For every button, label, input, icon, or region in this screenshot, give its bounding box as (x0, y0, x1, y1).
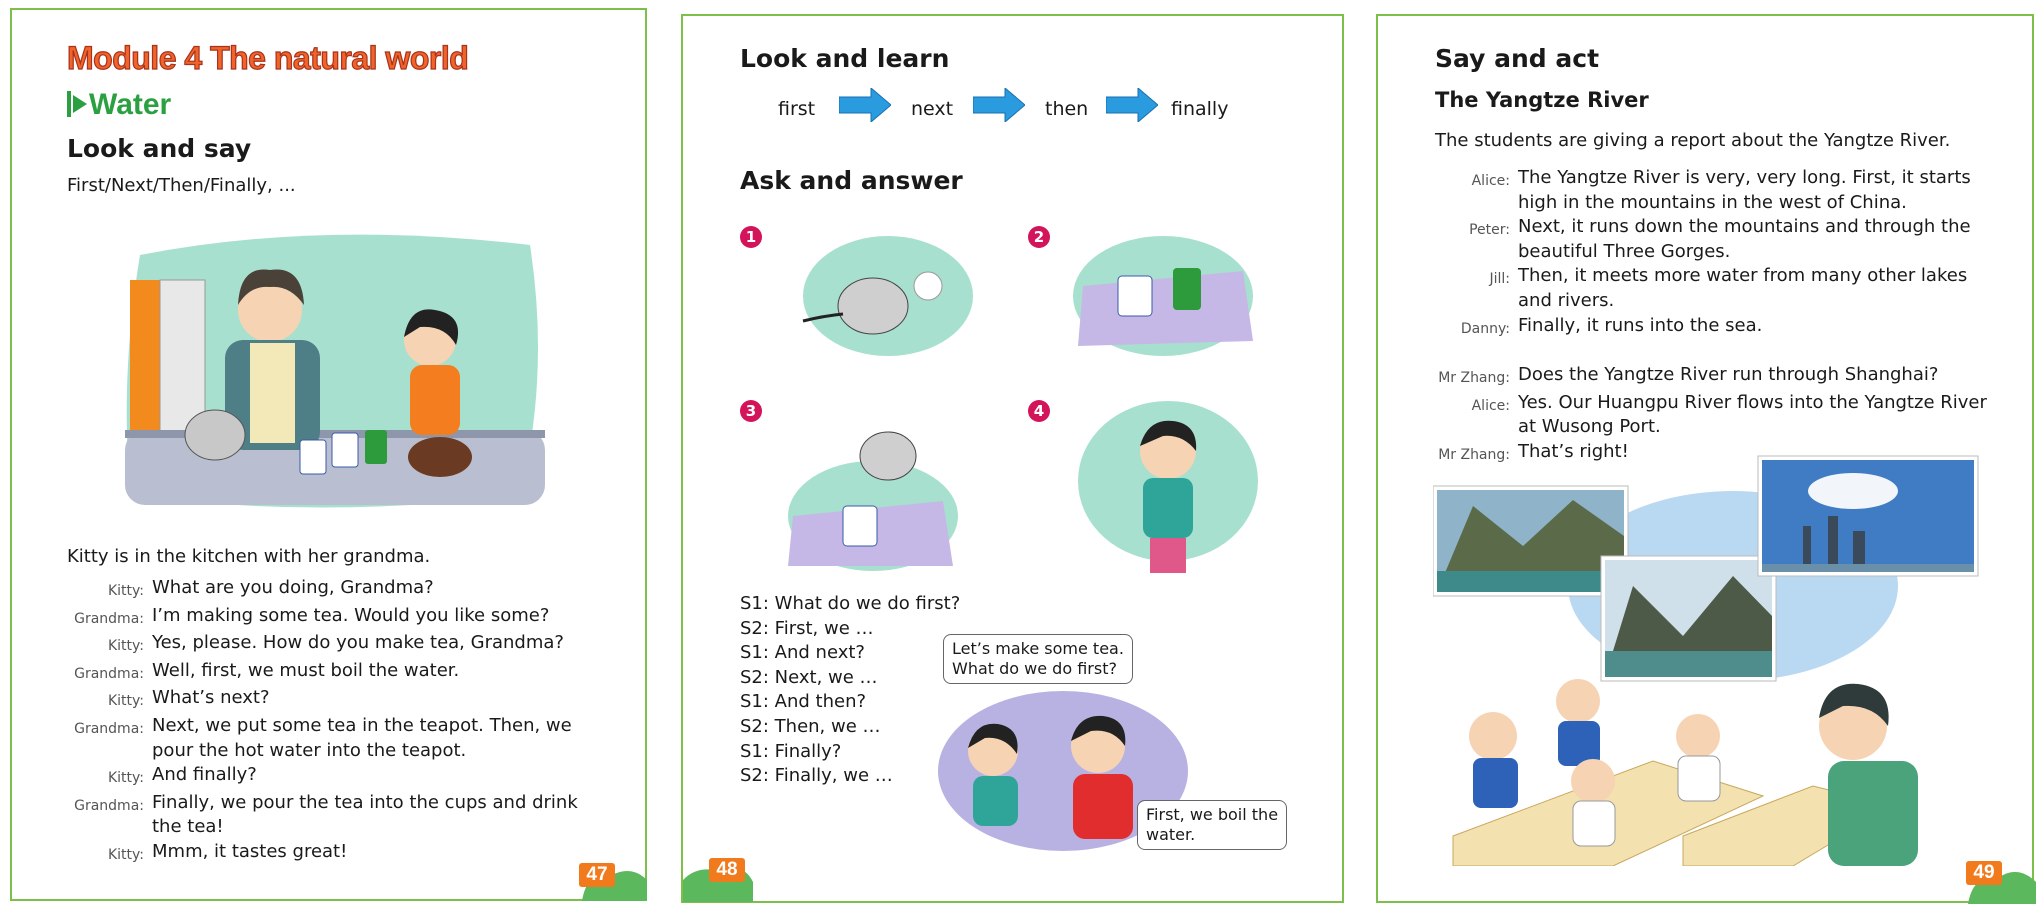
step-number: 4 (1028, 400, 1050, 422)
arrow-right-icon (973, 88, 1025, 122)
step-number: 3 (740, 400, 762, 422)
step-number: 1 (740, 226, 762, 248)
speech-bubble-boy: First, we boil the water. (1137, 800, 1287, 850)
unit-title (67, 88, 171, 122)
sequence-word-then: then (1045, 98, 1089, 120)
dialogue-row: Alice: The Yangtze River is very, very long. First, it starts high in the mountains in the west of China. (1471, 167, 1971, 213)
step4-drink-tea-image (1068, 396, 1258, 586)
arrow-right-icon (839, 88, 891, 122)
exchange-line: S2: Then, we … (740, 715, 881, 737)
step2-tea-in-cups-image (1068, 216, 1258, 366)
exchange-line: S1: And then? (740, 691, 867, 713)
exchange-line: S2: First, we … (740, 617, 874, 639)
dialogue-row: Kitty: What’s next? (107, 687, 270, 710)
dialogue-row: Mr Zhang: Does the Yangtze River run through Shanghai? (1438, 364, 1939, 386)
intro-text: Kitty is in the kitchen with her grandma. (67, 546, 431, 567)
step1-boil-kettle-image (793, 226, 973, 366)
step3-pour-water-image (783, 396, 973, 586)
page-49 (1376, 14, 2034, 903)
intro-text: The students are giving a report about the Yangtze River. (1435, 130, 1951, 151)
play-icon (67, 91, 87, 117)
exchange-line: S1: And next? (740, 642, 865, 664)
dialogue-row: Kitty: What are you doing, Grandma? (107, 577, 434, 599)
dialogue-row: Grandma: I’m making some tea. Would you like some? (74, 604, 550, 627)
question-answer-lines (740, 592, 960, 789)
exchange-line: S2: Next, we … (740, 666, 878, 688)
dialogue-row: Grandma: Next, we put some tea in the teapot. Then, we pour the hot water into the teapot. (74, 714, 572, 761)
page-number: 47 (579, 863, 615, 887)
exchange-line: S1: Finally? (740, 740, 842, 762)
yangtze-photos-and-classroom-illustration (1433, 436, 2023, 866)
say-and-act-heading: Say and act (1435, 44, 1600, 73)
page-number: 48 (709, 858, 745, 882)
sequence-word-next: next (911, 98, 954, 120)
sequence-word-finally: finally (1171, 98, 1229, 120)
ask-and-answer-heading: Ask and answer (740, 166, 963, 195)
dialogue-row: Mr Zhang: That’s right! (1438, 440, 1629, 463)
sequence-word-first: first (778, 98, 816, 120)
look-and-learn-heading: Look and learn (740, 44, 950, 73)
report-dialogue (1418, 166, 1993, 341)
dialogue-row: Kitty: Yes, please. How do you make tea, Grandma? (107, 632, 564, 655)
dialogue-row: Danny: Finally, it runs into the sea. (1460, 314, 1763, 337)
arrow-right-icon (1106, 88, 1158, 122)
page-47 (10, 8, 647, 901)
dialogue-row: Alice: Yes. Our Huangpu River flows into the Yangtze River at Wusong Port. (1471, 391, 1987, 438)
dialogue-row: Kitty: Mmm, it tastes great! (107, 840, 348, 863)
exchange-line: S1: What do we do first? (740, 593, 961, 614)
dialogue-row: Grandma: Well, first, we must boil the water. (74, 659, 460, 682)
exchange-line: S2: Finally, we … (740, 765, 893, 787)
dialogue (67, 576, 612, 868)
look-and-say-heading: Look and say (67, 134, 252, 163)
page-number: 49 (1966, 861, 2002, 885)
unit-title-text: Water (89, 88, 172, 121)
module-title: Module 4 The natural world (67, 40, 469, 76)
page-48 (681, 14, 1344, 903)
yangtze-subheading: The Yangtze River (1435, 88, 1649, 112)
dialogue-row: Peter: Next, it runs down the mountains and through the beautiful Three Gorges. (1469, 216, 1971, 262)
step-number: 2 (1028, 226, 1050, 248)
prompt-text: First/Next/Then/Finally, ... (67, 175, 296, 196)
kitchen-illustration (120, 225, 560, 515)
speech-bubble-girl: Let’s make some tea. What do we do first? (943, 634, 1133, 684)
dialogue-row: Grandma: Finally, we pour the tea into the cups and drink the tea! (74, 791, 578, 838)
dialogue-row: Jill: Then, it meets more water from many other lakes and rivers. (1489, 265, 1968, 311)
dialogue-row: Kitty: And finally? (107, 764, 257, 787)
